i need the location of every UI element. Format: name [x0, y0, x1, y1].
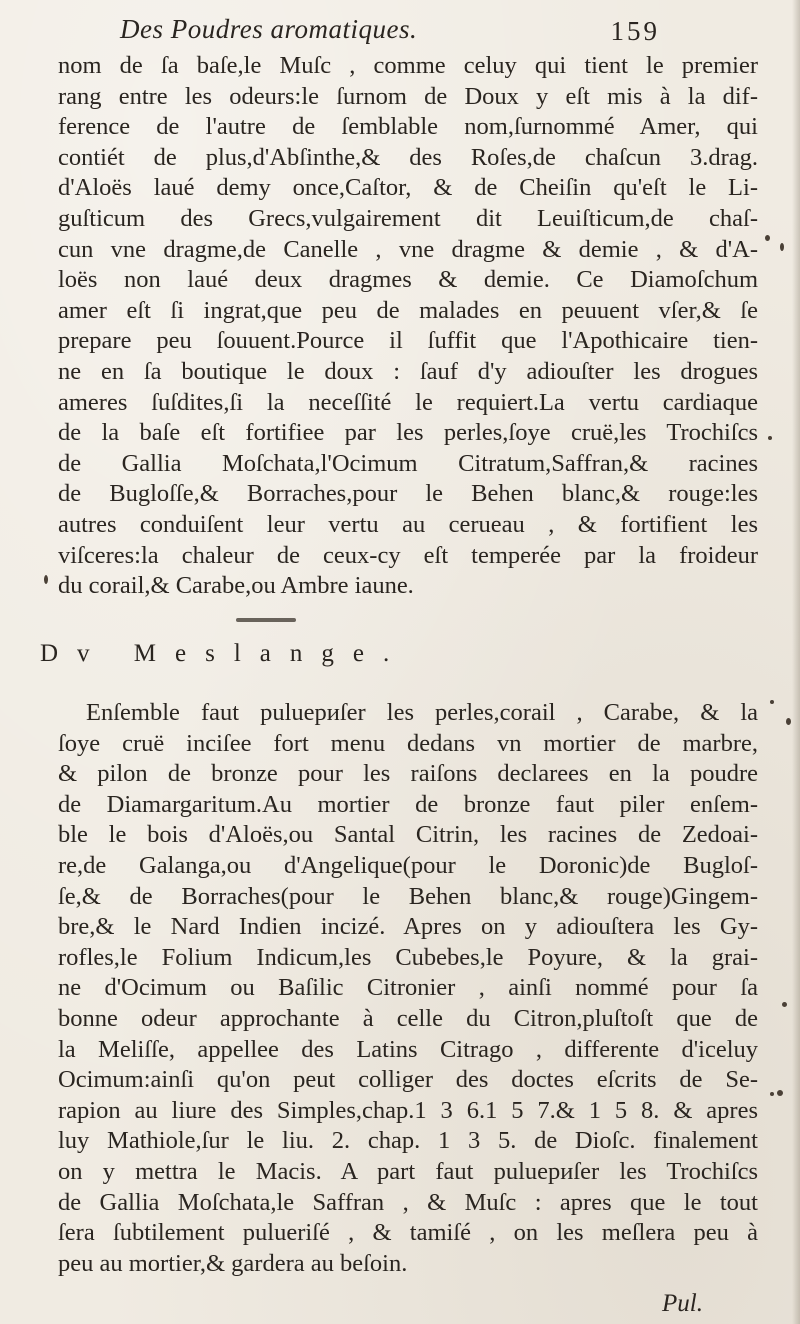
paragraph-meslange [58, 698, 758, 1279]
page-number: 159 [610, 16, 660, 46]
text-line: ne en ſa boutique le doux : ſauf d'y adiouſter les drogues [58, 357, 758, 385]
ink-speck [777, 1090, 783, 1096]
text-line: ſera ſubtilement pulueriſé , & tamiſé , on les meſlera peu à [58, 1219, 758, 1247]
section-heading: Dv Meslange. [40, 640, 409, 667]
text-line: cun vne dragme,de Canelle , vne dragme & demie , & d'A- [58, 235, 758, 263]
text-line: de Gallia Moſchata,le Saffran , & Muſc : apres que le tout [58, 1188, 758, 1216]
ink-speck [780, 243, 784, 251]
text-line: ference de l'autre de ſemblable nom,ſurnommé Amer, qui [58, 113, 758, 141]
text-line: de Diamargaritum.Au mortier de bronze faut piler enſem- [58, 790, 758, 818]
text-line: de la baſe eſt fortifiee par les perles,ſoye cruë,les Trochiſcs [58, 419, 758, 447]
text-line: peu au mortier,& gardera au beſoin. [58, 1249, 408, 1277]
ink-speck [782, 1002, 787, 1007]
text-line: bonne odeur approchante à celle du Citron,pluſtoſt que de [58, 1004, 758, 1032]
text-line: Enſemble faut puluериſer les perles,corail , Carabe, & la [86, 699, 758, 726]
ink-speck [765, 235, 770, 241]
text-line: rofles,le Folium Indicum,les Cubebes,le Poyure, & la grai- [58, 943, 758, 971]
page-edge-shadow [792, 0, 800, 1324]
text-line: d'Aloës laué demy once,Caſtor, & de Cheiſin qu'eſt le Li- [58, 174, 758, 202]
running-title: Des Poudres aromatiques. [120, 14, 418, 44]
text-line: du corail,& Carabe,ou Ambre iaune. [58, 572, 414, 600]
text-line: prepare peu ſouuent.Pource il ſuffit que l'Apothicaire tien- [58, 327, 758, 355]
text-line: bre,& le Nard Indien incizé. Apres on y adiouſtera les Gy- [58, 913, 758, 941]
text-line: & pilon de bronze pour les raiſons declarees en la poudre [58, 760, 758, 788]
text-line: ameres ſuſdites,ſi la neceſſité le requiert.La vertu cardiaque [58, 388, 758, 416]
text-line: ne d'Ocimum ou Baſilic Citronier , ainſi nommé pour ſa [58, 974, 758, 1002]
text-line: ble le bois d'Aloës,ou Santal Citrin, les racines de Zedoai- [58, 821, 758, 849]
text-line: nom de ſa baſe,le Muſc , comme celuy qui tient le premier [58, 52, 758, 79]
text-line: viſceres:la chaleur de ceux-cy eſt temperée par la froideur [58, 541, 758, 569]
text-line: ſe,& de Borraches(pour le Behen blanc,& rouge)Gingem- [58, 882, 758, 910]
text-line: de Gallia Moſchata,l'Ocimum Citratum,Saffran,& racines [58, 449, 758, 477]
ink-speck [770, 1092, 774, 1096]
text-line: amer eſt ſi ingrat,que peu de malades en peuuent vſer,& ſe [58, 296, 758, 324]
text-line: ſoye cruë inciſee fort menu dedans vn mortier de marbre, [58, 729, 758, 757]
text-line: re,de Galanga,ou d'Angelique(pour le Doronic)de Bugloſ- [58, 851, 758, 879]
text-line: rang entre les odeurs:le ſurnom de Doux y eſt mis à la dif- [58, 82, 758, 110]
text-line: de Bugloſſe,& Borraches,pour le Behen blanc,& rouge:les [58, 480, 758, 508]
ink-speck [786, 718, 791, 725]
text-line: autres conduiſent leur vertu au cerueau , & fortifient les [58, 510, 758, 538]
page-header [120, 10, 660, 50]
catchword: Pul. [662, 1290, 703, 1317]
text-line: la Meliſſe, appellee des Latins Citrago , differente d'iceluy [58, 1035, 758, 1063]
text-line: on y mettra le Macis. A part faut puluериſer les Trochiſcs [58, 1157, 758, 1185]
text-line: Ocimum:ainſi qu'on peut colliger des doctes eſcrits de Se- [58, 1066, 758, 1094]
text-line: rapion au liure des Simples,chap.1 3 6.1 5 7.& 1 5 8. & apres [58, 1096, 758, 1124]
ink-speck [768, 436, 772, 440]
paragraph-poudre-diamoschum [58, 51, 758, 602]
ink-speck [44, 575, 48, 584]
ink-speck [770, 700, 774, 704]
ornament-rule [236, 618, 296, 622]
text-line: loës non laué deux dragmes & demie. Ce Diamoſchum [58, 266, 758, 294]
text-line: luy Mathiole,ſur le liu. 2. chap. 1 3 5. de Dioſc. finalement [58, 1127, 758, 1155]
text-line: guſticum des Grecs,vulgairement dit Leuiſticum,de chaſ- [58, 204, 758, 232]
text-line: contiét de plus,d'Abſinthe,& des Roſes,de chaſcun 3.drag. [58, 143, 758, 171]
